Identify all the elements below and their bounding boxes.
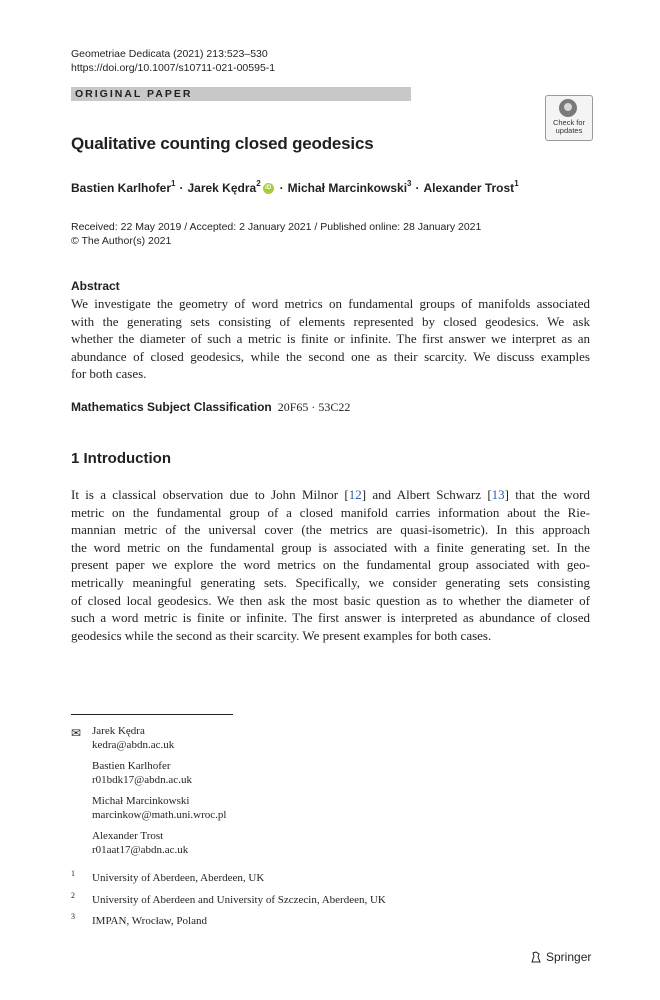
- author-separator: ·: [179, 181, 184, 195]
- intro-text: It is a classical observation due to John Milnor [: [71, 487, 349, 502]
- abstract-heading: Abstract: [71, 279, 120, 293]
- publisher-logo: [529, 950, 591, 964]
- contact-entry: [92, 794, 226, 822]
- author-separator: ·: [415, 181, 420, 195]
- intro-line: [71, 486, 590, 504]
- section-heading-introduction: 1 Introduction: [71, 450, 171, 467]
- author-name: Bastien Karlhofer: [71, 181, 172, 195]
- abstract-line: with the generating sets consisting of elements represented by closed geodesics. We ask: [71, 313, 590, 329]
- intro-text: ] that the word: [504, 487, 591, 502]
- author-name: Alexander Trost: [423, 181, 515, 195]
- article-type-banner: [71, 87, 411, 101]
- copyright-line: © The Author(s) 2021: [71, 235, 172, 247]
- author-name: Jarek Kędra: [187, 181, 257, 195]
- intro-line: present paper we explore the word metrics on the fundamental group associated with geo-: [71, 557, 590, 573]
- affiliation-number: 3: [71, 912, 75, 921]
- contact-name: Alexander Trost: [92, 830, 164, 842]
- contact-email[interactable]: r01aat17@abdn.ac.uk: [92, 844, 189, 856]
- journal-header: [71, 47, 275, 75]
- contact-name: Bastien Karlhofer: [92, 760, 171, 772]
- author-affiliation-mark: 2: [256, 179, 261, 188]
- check-badge-line1: Check for: [552, 118, 586, 127]
- footnote-divider: [71, 714, 233, 715]
- contact-name: Michał Marcinkowski: [92, 795, 190, 807]
- intro-line: the word metric on the fundamental group is associated with a finite generating set. In the: [71, 539, 590, 555]
- paper-title: Qualitative counting closed geodesics: [71, 134, 374, 153]
- contact-entry: [92, 724, 174, 752]
- abstract-line: abundance of closed geodesics, while the second one as their scarcity. We discuss examples: [71, 348, 590, 364]
- orcid-icon[interactable]: iD: [263, 183, 274, 194]
- intro-line: such a word metric is finite or infinite. The first answer is interpreted as abundance of closed: [71, 610, 590, 626]
- publication-dates: [71, 220, 481, 248]
- dates-line: Received: 22 May 2019 / Accepted: 2 January 2021 / Published online: 28 January 2021: [71, 221, 482, 233]
- citation-link[interactable]: 13: [491, 487, 505, 502]
- author-list: [71, 181, 519, 195]
- affiliation-text: University of Aberdeen, Aberdeen, UK: [92, 872, 265, 884]
- check-for-updates-badge[interactable]: [545, 95, 593, 141]
- affiliation-text: IMPAN, Wrocław, Poland: [92, 915, 207, 927]
- contact-email[interactable]: kedra@abdn.ac.uk: [92, 739, 175, 751]
- contact-name: Jarek Kędra: [92, 725, 145, 737]
- crossmark-icon: [559, 99, 577, 117]
- doi-link[interactable]: https://doi.org/10.1007/s10711-021-00595-1: [71, 62, 276, 74]
- intro-line: geodesics while the second as their scarcity. We present examples for both cases.: [71, 627, 492, 643]
- author-affiliation-mark: 1: [514, 179, 519, 188]
- introduction-body: [71, 486, 590, 644]
- affiliation-text: University of Aberdeen and University of Szczecin, Aberdeen, UK: [92, 894, 386, 906]
- affiliation-number: 2: [71, 891, 75, 900]
- journal-citation: Geometriae Dedicata (2021) 213:523–530: [71, 48, 268, 60]
- intro-line: metrically meaningful generating sets. Specifically, we consider generating sets consisting: [71, 574, 590, 590]
- check-badge-line2: updates: [555, 126, 583, 135]
- contact-entry: [92, 829, 188, 857]
- abstract-body: [71, 295, 590, 383]
- contact-email[interactable]: marcinkow@math.uni.wroc.pl: [92, 809, 227, 821]
- affiliation-number: 1: [71, 869, 75, 878]
- springer-horse-icon: [529, 950, 543, 964]
- article-type-label: ORIGINAL PAPER: [75, 88, 193, 100]
- citation-link[interactable]: 12: [348, 487, 362, 502]
- contact-entry: [92, 759, 192, 787]
- intro-line: of closed local geodesics. We then ask the most basic question as to whether the diameter of: [71, 592, 590, 608]
- msc-label: Mathematics Subject Classification: [71, 400, 272, 414]
- envelope-icon: ✉: [71, 726, 82, 740]
- contact-email[interactable]: r01bdk17@abdn.ac.uk: [92, 774, 192, 786]
- intro-line: mannian metric of the universal cover (the metrics are quasi-isometric). In this approach: [71, 522, 590, 538]
- abstract-line: for both cases.: [71, 366, 147, 382]
- abstract-line: We investigate the geometry of word metrics on fundamental groups of manifolds associated: [71, 296, 590, 311]
- intro-text: ] and Albert Schwarz [: [361, 487, 492, 502]
- abstract-line: whether the diameter of such a metric is finite or infinite. The first answer we interpret as an: [71, 331, 590, 347]
- author-affiliation-mark: 1: [171, 179, 176, 188]
- author-separator: ·: [279, 181, 284, 195]
- intro-line: metric on the fundamental group of a closed manifold carries information about the Rie-: [71, 504, 590, 520]
- publisher-name: Springer: [546, 950, 592, 964]
- msc-codes: 20F65 · 53C22: [277, 400, 351, 414]
- author-affiliation-mark: 3: [407, 179, 412, 188]
- msc-line: [71, 400, 350, 415]
- author-name: Michał Marcinkowski: [287, 181, 408, 195]
